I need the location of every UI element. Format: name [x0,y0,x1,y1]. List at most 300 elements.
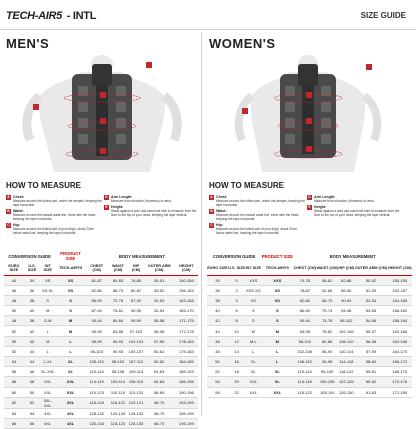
table-cell: 195-199 [175,408,198,418]
table-row [207,316,412,326]
table-cell: 114-119 [86,377,108,387]
table-cell: 178-183 [175,336,198,346]
table-cell: 120-121 [128,397,143,408]
table-cell: 130-134 [86,418,108,428]
table-cell: 62 [4,397,24,408]
table-row [4,326,198,336]
table-cell: 98-103 [86,346,108,356]
measure-item-arm: D Arm Length: Measure from shoulder (Humerus) to wrist. [105,195,172,204]
column-header: TECH-AIR®5 [261,261,293,275]
table-cell: 154-160 [388,295,413,305]
table-cell: XXL [245,377,261,387]
table-cell: 52-54 [354,295,387,305]
table-cell: 0 [228,275,245,285]
table-cell: 52 [207,367,228,377]
table-cell: 128-132 [86,408,108,418]
table-cell: 78-82 [316,326,338,336]
table-cell: 60 [4,387,24,397]
table-row [207,367,412,377]
table-cell: M [55,326,85,336]
table-cell: 52 [24,397,40,408]
column-header: HEIGHT (CM) [175,261,198,275]
mens-title: MEN'S [6,36,50,51]
column-headers [207,261,412,275]
table-cell: 100-103 [128,336,143,346]
table-row [207,377,412,387]
table-cell: 12 [228,336,245,346]
table-cell: 50-52 [144,285,175,295]
table-cell: XS-XL [40,285,55,295]
table-cell: 108-115 [128,377,143,387]
table-row [4,285,198,295]
table-cell: 38 [24,295,40,305]
table-cell: 42 [207,316,228,326]
table-cell: 171-175 [175,316,198,326]
table-cell: 69-83 [108,275,129,285]
table-cell: 105-110 [316,387,338,397]
conversion-guide-header: CONVERSION GUIDE [8,253,51,259]
table-cell: 57-59 [144,336,175,346]
table-cell: 160-166 [388,326,413,336]
womens-measure-list-left [209,195,305,237]
column-header: TECH-AIR®5 [55,261,85,275]
table-cell: 68-70 [144,408,175,418]
table-cell: 96-99 [86,336,108,346]
mens-body-illustration [16,56,188,172]
table-row [4,357,198,367]
womens-table-body [207,275,412,397]
table-cell: 95-99 [86,326,108,336]
table-cell: 42 [24,326,40,336]
table-cell: 4XL [55,418,85,428]
table-cell: 168-175 [388,367,413,377]
column-header: EURO SIZE [207,261,228,275]
table-cell: 81-87 [86,275,108,285]
column-header: INT SIZE [245,261,261,275]
table-cell: 54-56 [354,316,387,326]
table-cell: M [40,336,55,346]
table-cell: 50-51 [144,275,175,285]
table-cell: XL [261,367,293,377]
table-cell: 80-87 [128,285,143,295]
table-cell: 6 [228,306,245,316]
measure-item-height: E Height: Stand against a wall, ask someone else to measure from the floor to the top of your head, keeping the tape vertical. [105,204,197,218]
table-row [207,306,412,316]
table-cell: 82-86 [293,295,316,305]
table-cell: 163-168 [175,295,198,305]
table-cell: 48 [4,295,24,305]
table-cell: M [40,306,55,316]
table-cell: 128-132 [128,408,143,418]
table-cell: L [261,346,293,356]
table-cell: 46 [24,367,40,377]
table-cell: XS [245,295,261,305]
table-row [4,316,198,326]
table-cell: 66-69 [144,387,175,397]
table-cell: 53-55 [354,306,387,316]
table-cell: XXL [55,387,85,397]
table-row [207,387,412,397]
column-header: HEIGHT (CM) [388,261,413,275]
table-cell: 5XL [40,418,55,428]
product-size-header: PRODUCT SIZE [261,253,293,259]
table-cell: 74-78 [316,316,338,326]
table-cell: XL [245,367,261,377]
table-cell: 110-114 [338,346,354,356]
mens-size-table [4,251,198,429]
table-cell: 52 [4,346,24,356]
womens-body-illustration [222,56,394,172]
table-cell: 4 [228,295,245,305]
table-row [207,346,412,356]
table-row [4,418,198,428]
table-cell: 82-86 [316,336,338,346]
measure-item-hip: C Hip: Measure around the fullest part of your thigh, about 20cm below waist line, keeping the tape horizontal. [7,222,94,236]
product-size-header: PRODUCT SIZE [60,251,81,261]
column-header: OUTER ARM (CM) [354,261,387,275]
table-cell: S [55,295,85,305]
mens-how-to-measure-title: HOW TO MEASURE [6,181,81,190]
table-cell: 59-61 [354,367,387,377]
table-cell: 54 [24,408,40,418]
table-cell: 60-62 [144,357,175,367]
table-cell: L-XL [40,357,55,367]
table-cell: XXL [55,377,85,387]
table-cell: 40 [24,336,40,346]
column-header: WAIST (CM) [316,261,338,275]
table-cell: 48 [24,377,40,387]
table-cell: 68-73 [108,285,129,295]
table-cell: XL [55,357,85,367]
column-header: U.S. SIZE [24,261,40,275]
table-cell: 50 [24,387,40,397]
table-cell: L [261,357,293,367]
table-cell: 166-172 [388,357,413,367]
table-cell: 118-128 [86,397,108,408]
table-cell: 10 [228,326,245,336]
table-row [207,285,412,295]
table-cell: 50 [207,357,228,367]
table-cell: 34 [207,275,228,285]
table-cell: 98-102 [293,336,316,346]
table-row [207,336,412,346]
table-cell: 105-110 [86,357,108,367]
table-cell: 56 [24,418,40,428]
table-cell: 94-98 [338,306,354,316]
table-row [207,357,412,367]
table-cell: 95-99 [128,316,143,326]
table-cell: M [245,326,261,336]
brand-logo: TECH-AIR5 - INTL [6,10,97,22]
table-cell: XL-XXL [40,367,55,377]
table-cell: 70-74 [316,306,338,316]
table-cell: 20 [228,377,245,387]
table-cell: 106-110 [338,336,354,346]
table-cell: XXS [261,275,293,285]
table-cell: 61-64 [144,377,175,387]
table-cell: 114-118 [338,357,354,367]
table-cell: 179-183 [175,346,198,356]
table-cell: 64 [4,408,24,418]
table-cell: 94-98 [293,326,316,336]
table-cell: 58 [4,377,24,387]
column-header: OUTER ARM (CM) [144,261,175,275]
table-cell: 4XL [40,408,55,418]
table-cell: 184-189 [175,357,198,367]
table-cell: 61-63 [144,367,175,377]
table-cell: 8 [228,316,245,326]
table-cell: M [55,316,85,326]
table-cell: 74-78 [293,275,316,285]
measure-item-arm: D Arm Length: Measure from shoulder (Humerus) to wrist. [308,195,375,204]
table-cell: 90-94 [86,316,108,326]
table-cell: 87-92 [128,295,143,305]
table-cell: 86-90 [316,346,338,356]
table-cell: 18 [228,367,245,377]
table-cell: L [55,336,85,346]
table-cell: 86-90 [86,295,108,305]
table-cell: XS [40,275,55,285]
table-cell: 44 [24,346,40,356]
table-cell: 80-84 [108,316,129,326]
table-cell: 110-114 [86,367,108,377]
table-cell: S [261,316,293,326]
table-cell: 156-163 [175,285,198,295]
table-cell: 126-130 [128,418,143,428]
measure-item-waist: B Waist: Measure around the natural waist line, inline with the head, keeping the tape horizontal. [210,208,300,222]
table-cell: 164-170 [388,346,413,356]
table-cell: 124-128 [108,408,129,418]
table-cell: S-M [40,316,55,326]
table-cell: 165-170 [175,306,198,316]
mens-table-body [4,275,198,429]
table-cell: XS [55,275,85,285]
table-cell: 3XL-4XL [40,397,55,408]
table-cell: 109-113 [128,367,143,377]
table-cell: XXS-XS [245,285,261,295]
table-cell: XL [261,377,293,387]
table-cell: 87-94 [86,306,108,316]
table-cell: 40 [24,306,40,316]
womens-title: WOMEN'S [209,36,276,51]
table-cell: 90-94 [293,316,316,326]
table-cell: 50 [4,336,24,346]
table-cell: 44 [24,357,40,367]
table-cell: 56-58 [144,316,175,326]
table-cell: 98-108 [108,367,129,377]
table-cell: 90-93 [108,346,129,356]
table-cell: 113-120 [128,387,143,397]
table-cell: 66-70 [144,397,175,408]
column-header: CHEST (CM) [86,261,108,275]
table-cell: 109-114 [108,377,129,387]
table-cell: 3XL [55,397,85,408]
conversion-guide-header: CONVERSION GUIDE [212,253,256,259]
table-cell: S [55,306,85,316]
table-cell: 190-196 [175,387,198,397]
table-cell: 76-85 [128,275,143,285]
body-measurement-header: BODY MEASUREMENT [329,253,376,259]
measure-item-chest: A Chest: Measure around the fullest part, under the armpits, keeping the tape horizontal. [7,195,102,208]
table-cell: 58-60 [354,357,387,367]
table-cell: 84-88 [108,326,129,336]
table-cell: 158-164 [388,316,413,326]
table-cell: 97-102 [128,326,143,336]
table-cell: XXL [261,387,293,397]
table-cell: 118-122 [338,367,354,377]
table-cell: 110-114 [293,367,316,377]
table-cell: 126-130 [338,387,354,397]
table-cell: 118-122 [108,397,129,408]
table-row [4,367,198,377]
table-cell: 106-110 [293,357,316,367]
table-cell: 55-57 [354,326,387,336]
table-cell: 68-70 [144,418,175,428]
column-header: EURO SIZE [4,261,24,275]
table-cell: 2 [228,285,245,295]
measure-item-waist: B Waist: Measure around the natural waist line, inline with the head, keeping the tape horizontal. [7,208,97,222]
size-guide-label: SIZE GUIDE [360,11,406,20]
table-row [4,408,198,418]
measure-item-hip: C Hip: Measure around the fullest part of your thigh, about 20cm below waist line, keeping the tape horizontal. [210,222,297,236]
measure-item-height: E Height: Stand against a wall, ask someone else to measure from the floor to the top of your head, keeping the tape vertical. [308,204,400,218]
table-cell: 61-63 [354,387,387,397]
table-cell: 38 [24,316,40,326]
table-cell: 50 [4,306,24,316]
table-cell: XXL [245,387,261,397]
table-cell: 48 [4,316,24,326]
womens-size-table [207,251,412,398]
table-cell: 98-103 [108,357,129,367]
table-cell: 95-100 [316,367,338,377]
table-cell: XXL [40,377,55,387]
table-cell: 102-106 [293,346,316,356]
table-row [4,275,198,285]
table-cell: 16 [228,357,245,367]
body-measurement-header: BODY MEASUREMENT [118,253,165,259]
panel-divider [201,32,202,416]
table-cell: 172-178 [175,326,198,336]
column-header: WAIST (CM) [108,261,129,275]
table-cell: L [40,346,55,356]
table-cell: 56 [4,367,24,377]
table-cell: 58-62 [316,275,338,285]
table-cell: XS [261,295,293,305]
table-cell: 40 [207,306,228,316]
table-cell: 46 [207,336,228,346]
table-cell: XL [55,367,85,377]
column-header: HIP (CM) [128,261,143,275]
table-cell: 44 [4,275,24,285]
table-cell: 36 [24,285,40,295]
table-cell: 52 [4,326,24,336]
table-cell: 90-95 [316,357,338,367]
table-row [207,275,412,285]
table-cell: 110-119 [108,387,129,397]
table-cell: 152-157 [388,285,413,295]
table-row [4,306,198,316]
table-cell: 56 [207,387,228,397]
table-cell: 62-66 [316,285,338,295]
table-cell: 57-59 [354,346,387,356]
table-cell: 114-118 [293,377,316,387]
table-cell: 122-126 [338,377,354,387]
table-cell: 50-52 [354,275,387,285]
table-cell: 46 [4,285,24,295]
table-cell: 66 [4,418,24,428]
table-cell: 82-86 [86,285,108,295]
table-cell: 56-58 [144,326,175,336]
table-cell: 107-112 [128,357,143,367]
table-cell: 14 [228,346,245,356]
table-cell: M-L [245,336,261,346]
table-cell: 22 [228,387,245,397]
column-headers [4,261,198,275]
table-cell: 54 [4,357,24,367]
measure-item-chest: A Chest: Measure around the fullest part, under the armpits, keeping the tape horizontal. [210,195,305,208]
column-header: U.S. SIZE [228,261,245,275]
table-cell: M [261,326,293,336]
table-cell: 170-178 [388,377,413,387]
table-cell: 195-199 [175,418,198,428]
table-cell: 86-90 [338,285,354,295]
table-cell: M [261,336,293,346]
table-cell: 90-95 [128,306,143,316]
table-cell: 100-105 [316,377,338,387]
table-cell: 150-155 [175,275,198,285]
table-row [4,377,198,387]
table-cell: S [245,316,261,326]
table-cell: XL [245,357,261,367]
table-row [4,387,198,397]
table-cell: 54 [207,377,228,387]
table-cell: 38 [207,295,228,305]
table-cell: 52-53 [144,295,175,305]
table-cell: 102-106 [338,326,354,336]
page-header [0,0,416,30]
table-cell: 86-90 [293,306,316,316]
table-cell: 56-58 [354,336,387,346]
table-cell: 51-53 [354,285,387,295]
table-cell: 52-54 [144,306,175,316]
womens-measure-list-right [307,195,403,219]
table-cell: 162-168 [388,336,413,346]
womens-how-to-measure-title: HOW TO MEASURE [209,181,284,190]
mens-measure-list-right [104,195,200,219]
table-cell: 193-199 [175,397,198,408]
column-header: INT SIZE [40,261,55,275]
table-cell: 60-62 [354,377,387,387]
table-cell: XS [261,285,293,295]
table-cell: S [261,306,293,316]
table-cell: L [55,346,85,356]
table-cell: 36 [207,285,228,295]
table-cell: L [40,326,55,336]
table-cell: 48 [207,346,228,356]
table-cell: XXS [245,275,261,285]
table-cell: 172-180 [388,387,413,397]
table-cell: 44 [207,326,228,336]
table-cell: 34 [24,275,40,285]
table-cell: 156-162 [388,306,413,316]
table-cell: 98-102 [338,316,354,326]
table-cell: 185-193 [175,367,198,377]
table-row [4,295,198,305]
table-cell: 90-94 [338,295,354,305]
table-cell: 150-155 [388,275,413,285]
table-cell: 60-62 [144,346,175,356]
table-cell: S [245,306,261,316]
